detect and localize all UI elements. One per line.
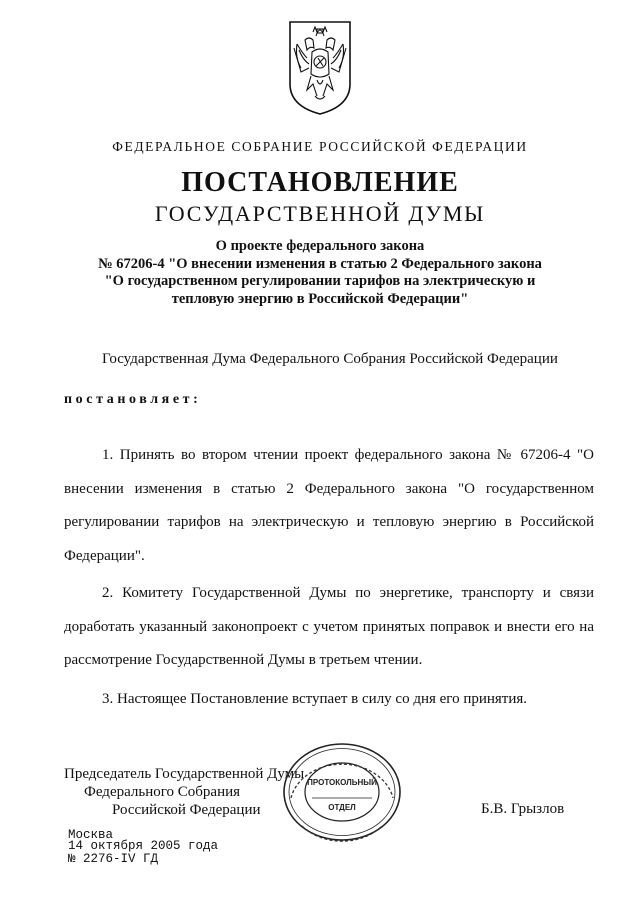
signatory-title-line: Федерального Собрания [84, 784, 241, 800]
signatory-name: Б.В. Грызлов [481, 801, 565, 817]
signatory-title-line: Председатель Государственной Думы [64, 766, 305, 782]
subject-line: № 67206-4 "О внесении изменения в статью 2 Федерального закона [98, 255, 542, 272]
item-text: 1. Принять во втором чтении проект федерального закона № 67206-4 "О внесении изменения в статью 2 Федерального закона "О государственном регулировании тарифов на электрическую и тепловую энергию в Российской Федерации". [64, 447, 594, 564]
subject-line: "О государственном регулировании тарифов на электрическую и [104, 273, 536, 289]
item-text: 3. Настоящее Постановление вступает в силу со дня его принятия. [102, 691, 528, 707]
item-paragraph-1 [64, 439, 594, 573]
coat-of-arms-emblem [285, 18, 355, 118]
subject-line: тепловую энергию в Российской Федерации" [171, 290, 469, 307]
subject-block [0, 238, 640, 308]
doc-org-title: ГОСУДАРСТВЕННОЙ ДУМЫ [154, 201, 486, 226]
intro-text: Государственная Дума Федерального Собрания Российской Федерации [102, 351, 558, 367]
signatory-title-line: Российской Федерации [112, 802, 261, 818]
doc-type-title: ПОСТАНОВЛЕНИЕ [181, 167, 459, 198]
decree-word: постановляет: [64, 392, 202, 407]
signing-date: 14 октября 2005 года [68, 839, 219, 853]
item-paragraph-2 [64, 577, 594, 678]
place-of-signing: Москва [68, 828, 114, 842]
seal-center-top: ПРОТОКОЛЬНЫЙ [307, 778, 377, 787]
seal-center-bottom: ОТДЕЛ [328, 803, 356, 812]
item-paragraph-3 [64, 683, 594, 717]
item-text: 2. Комитету Государственной Думы по энергетике, транспорту и связи доработать указанный законопроект с учетом принятых поправок и внести его на рассмотрение Государственной Думы в третьем чтении. [64, 585, 594, 668]
registration-number: № 2276-IV ГД [68, 852, 159, 866]
official-seal-stamp [280, 740, 404, 844]
intro-paragraph [64, 343, 594, 377]
header-org: ФЕДЕРАЛЬНОЕ СОБРАНИЕ РОССИЙСКОЙ ФЕДЕРАЦИИ [112, 139, 528, 154]
subject-line: О проекте федерального закона [215, 238, 425, 254]
